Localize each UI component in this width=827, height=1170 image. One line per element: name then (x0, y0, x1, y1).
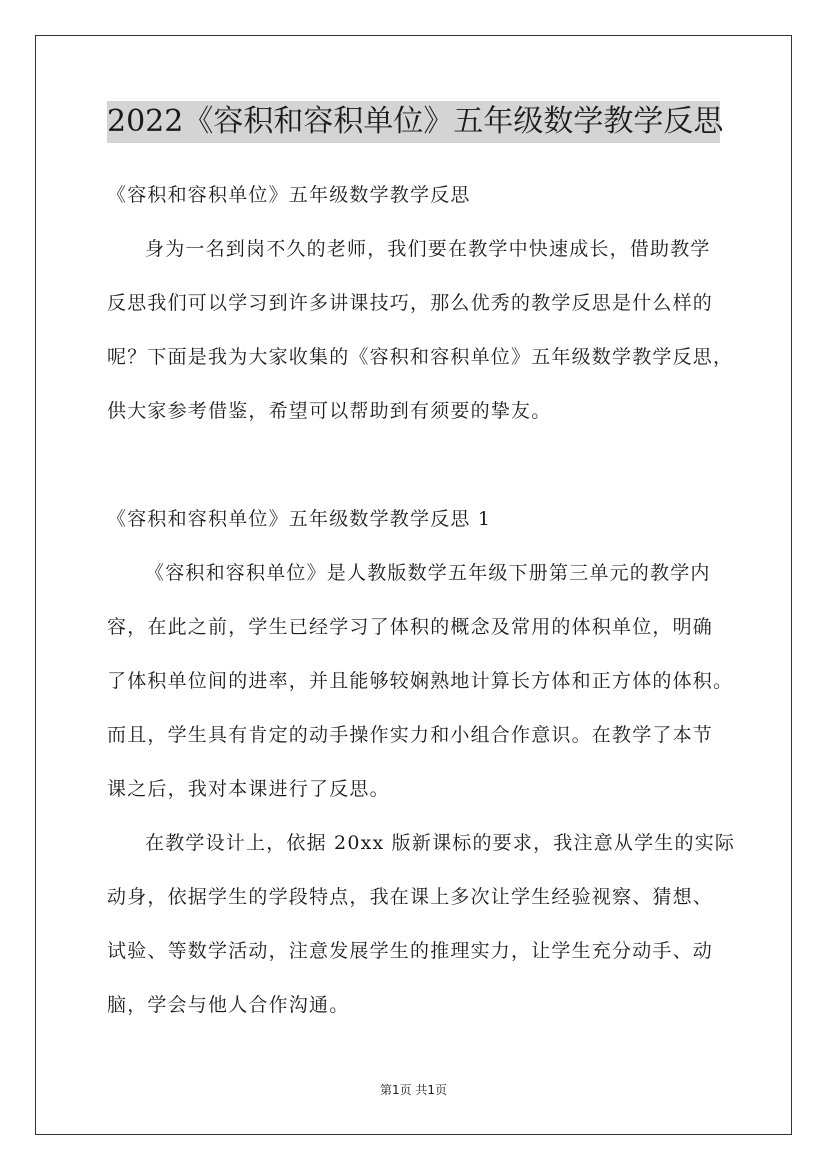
paragraph-line: 在教学设计上，依据 20xx 版新课标的要求，我注意从学生的实际 (145, 832, 736, 854)
paragraph-line: 课之后，我对本课进行了反思。 (107, 778, 390, 800)
intro-line: 供大家参考借鉴，希望可以帮助到有须要的挚友。 (107, 400, 552, 422)
paragraph-line: 动身，依据学生的学段特点，我在课上多次让学生经验视察、猜想、 (107, 886, 714, 908)
paragraph-line: 《容积和容积单位》是人教版数学五年级下册第三单元的教学内 (145, 562, 711, 584)
paragraph-line: 容，在此之前，学生已经学习了体积的概念及常用的体积单位，明确 (107, 616, 714, 638)
paragraph-line: 脑，学会与他人合作沟通。 (107, 994, 350, 1016)
paragraph-line: 试验、等数学活动，注意发展学生的推理实力，让学生充分动手、动 (107, 940, 714, 962)
paragraph-line: 了体积单位间的进率，并且能够较娴熟地计算长方体和正方体的体积。 (107, 670, 734, 692)
intro-line: 呢？下面是我为大家收集的《容积和容积单位》五年级数学教学反思， (107, 346, 734, 368)
section-heading: 《容积和容积单位》五年级数学教学反思 1 (107, 508, 492, 530)
paragraph-line: 而且，学生具有肯定的动手操作实力和小组合作意识。在教学了本节 (107, 724, 714, 746)
page-footer: 第1页 共1页 (379, 1083, 448, 1097)
intro-line: 反思我们可以学习到许多讲课技巧，那么优秀的教学反思是什么样的 (107, 292, 714, 314)
intro-line: 身为一名到岗不久的老师，我们要在教学中快速成长，借助教学 (145, 238, 711, 260)
document-title: 2022《容积和容积单位》五年级数学教学反思 (107, 101, 720, 143)
document-subtitle: 《容积和容积单位》五年级数学教学反思 (107, 184, 471, 206)
